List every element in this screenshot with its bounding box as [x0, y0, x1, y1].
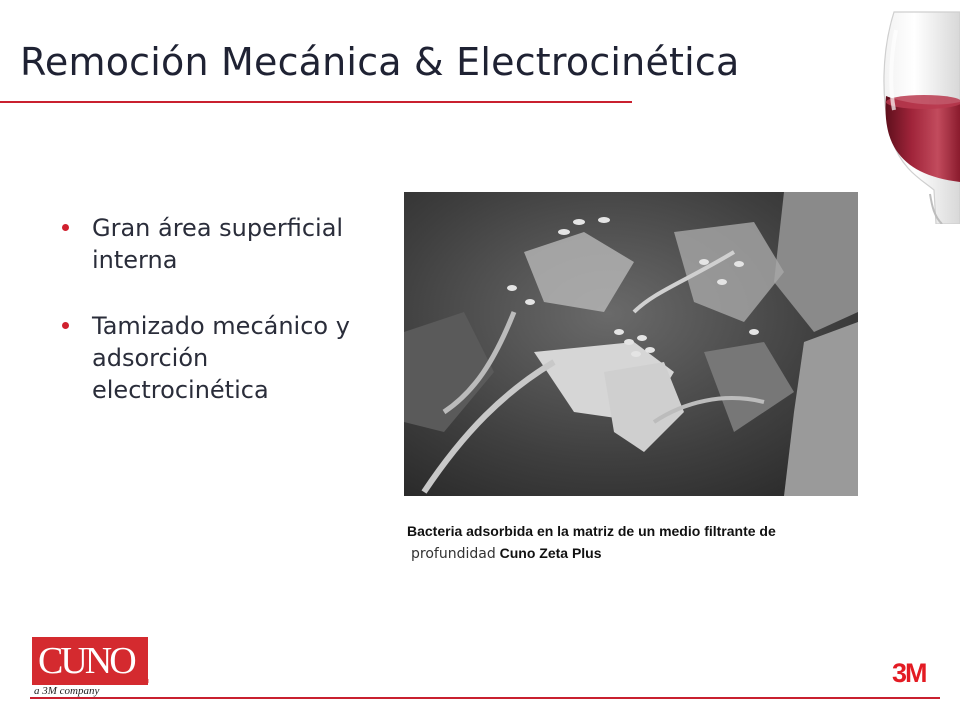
bullet-list [62, 212, 362, 440]
bullet-item [62, 310, 362, 406]
cuno-logo [32, 637, 182, 699]
caption-line-1: Bacteria adsorbida en la matriz de un medio filtrante de [407, 523, 776, 539]
sem-micrograph-image [404, 192, 858, 496]
caption-product-name: Cuno Zeta Plus [499, 545, 602, 561]
cuno-tagline: a 3M company [34, 685, 100, 697]
title-underline [0, 101, 632, 103]
registered-mark: ® [142, 677, 150, 686]
image-caption [407, 520, 927, 565]
bullet-text: Gran área superficial interna [92, 214, 344, 274]
3m-logo: 3M [892, 658, 926, 688]
bullet-dot [62, 322, 69, 329]
bullet-dot [62, 224, 69, 231]
caption-line-2 [407, 542, 927, 565]
footer-rule [30, 697, 940, 699]
slide-title: Remoción Mecánica & Electrocinética [20, 40, 740, 84]
wine-glass-image [872, 10, 960, 224]
cuno-wordmark: CUNO [38, 640, 134, 682]
caption-word: profundidad [411, 546, 496, 562]
bullet-text: Tamizado mecánico y adsorción electrocinética [92, 312, 350, 404]
bullet-item [62, 212, 362, 276]
cuno-logo-box [32, 637, 148, 685]
